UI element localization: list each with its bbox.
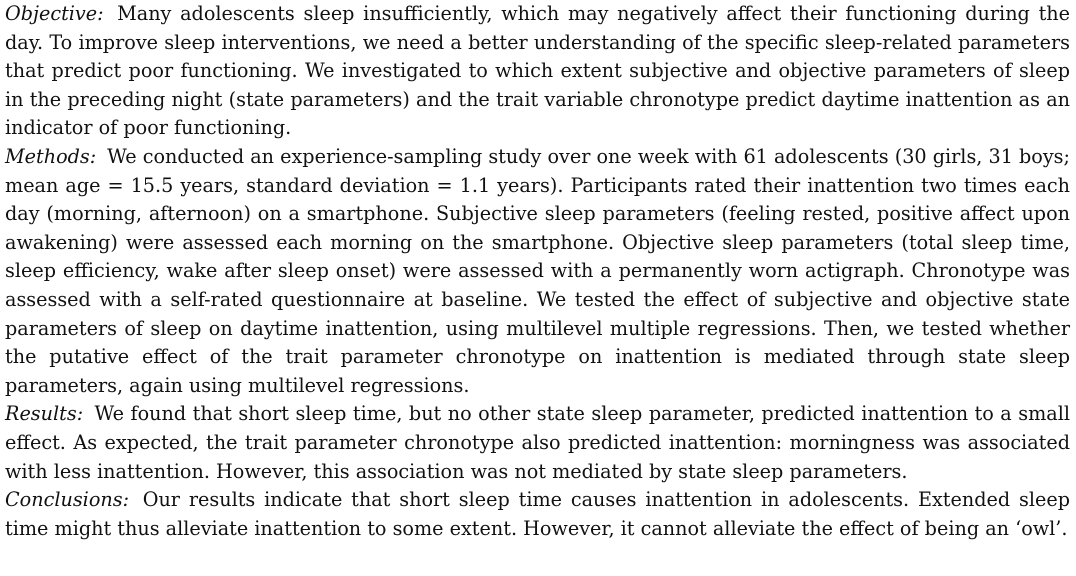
results-label: Results:: [5, 402, 84, 426]
conclusions-label: Conclusions:: [5, 488, 130, 512]
objective-text: Many adolescents sleep insufficiently, which may negatively affect their functioning during the day. To improve sleep interventions, we need a better understanding of the specific sleep-related parameters that predict poor functioning. We investigated to which extent subjective and objective parameters of sleep in the preceding night (state parameters) and the trait variable chronotype predict daytime inattention as an indicator of poor functioning.: [5, 2, 1070, 140]
objective-label: Objective:: [5, 2, 104, 25]
conclusions-paragraph: [5, 486, 1070, 543]
methods-text: We conducted an experience-sampling study over one week with 61 adolescents (30 girls, 31 boys; mean age = 15.5 years, standard deviation = 1.1 years). Participants rated their inattention two times each day (morning, afternoon) on a smartphone. Subjective sleep parameters (feeling rested, positive affect upon awakening) were assessed each morning on the smartphone. Objective sleep parameters (total sleep time, sleep efficiency, wake after sleep onset) were assessed with a permanently worn actigraph. Chronotype was assessed with a self-rated questionnaire at baseline. We tested the effect of subjective and objective state parameters of sleep on daytime inattention, using multilevel multiple regressions. Then, we tested whether the putative effect of the trait parameter chronotype on inattention is mediated through state sleep parameters, again using multilevel regressions.: [5, 144, 1070, 397]
methods-paragraph: [5, 143, 1070, 400]
objective-paragraph: [5, 0, 1070, 143]
results-text: We found that short sleep time, but no other state sleep parameter, predicted inattention to a small effect. As expected, the trait parameter chronotype also predicted inattention: morningness was associated with less inattention. However, this association was not mediated by state sleep parameters.: [5, 402, 1070, 483]
results-paragraph: [5, 400, 1070, 486]
methods-label: Methods:: [5, 144, 97, 168]
conclusions-text: Our results indicate that short sleep time causes inattention in adolescents. Extended sleep time might thus alleviate inattention to some extent. However, it cannot alleviate the effect of being an ‘owl’.: [5, 488, 1070, 540]
